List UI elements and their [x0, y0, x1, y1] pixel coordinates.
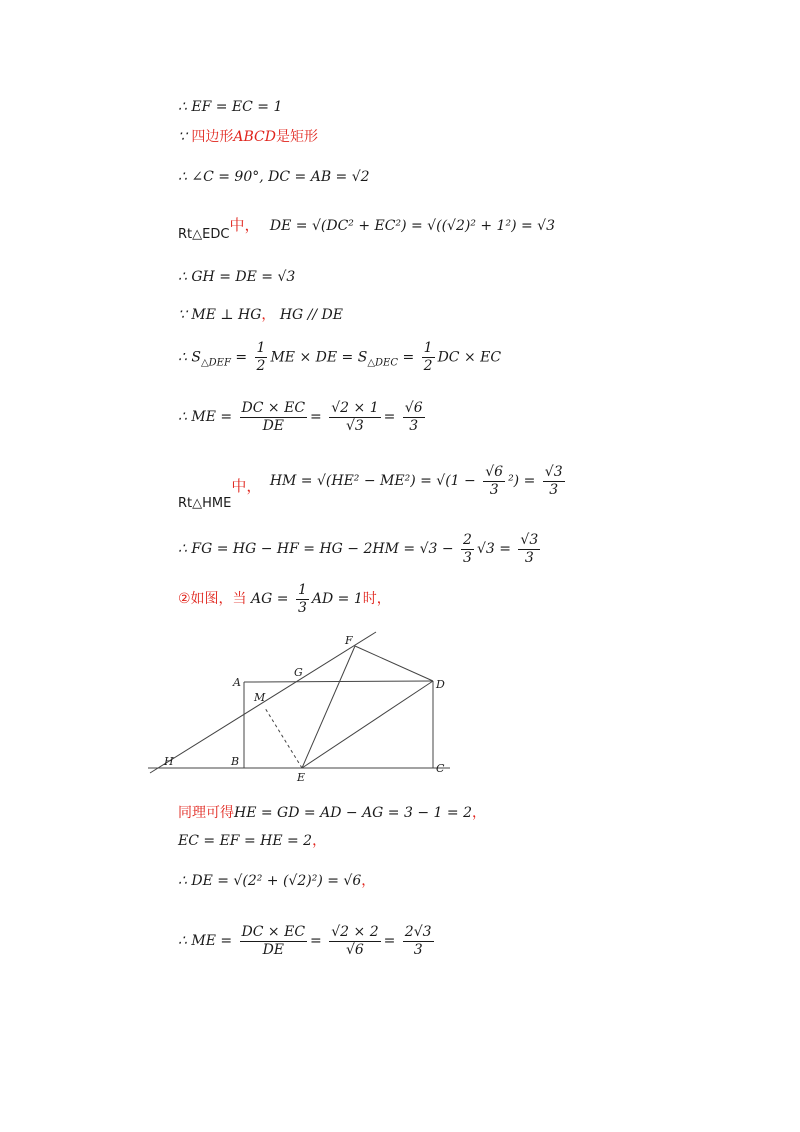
line-me-calc: ∴ ME = $\frac{DC \times EC}{DE}$ = $\frac{√2 \times 1}{√3}$ = $\frac{√6}{3}$ — [178, 399, 423, 434]
label-g: G — [294, 666, 303, 679]
frac-den: 3 — [297, 599, 307, 616]
red-text-zhong: 中， — [229, 216, 260, 234]
hm-formula: HM = √(HE² − ME²) = √(1 − — [269, 473, 481, 489]
frac-den: DE — [262, 941, 285, 958]
segment-ed — [302, 681, 433, 768]
label-a: A — [233, 676, 241, 689]
fg-formula-mid: √3 = — [476, 541, 511, 557]
frac-den: √3 — [346, 417, 364, 434]
frac-num: 1 — [297, 581, 307, 598]
line-de-root6 — [178, 872, 375, 890]
label-d: D — [436, 678, 445, 691]
red-comma-4: ， — [361, 873, 376, 889]
frac-num: √3 — [544, 463, 563, 480]
frac-den: √6 — [346, 941, 364, 958]
frac-num: √3 — [520, 531, 539, 548]
me-label: ∴ ME = — [178, 409, 233, 425]
fg-formula: ∴ FG = HG − HF = HG − 2HM = √3 − — [178, 541, 454, 557]
frac-num: 1 — [256, 340, 266, 356]
frac-den: 3 — [413, 941, 423, 958]
area-sub-def: △DEF — [200, 357, 231, 369]
frac-num: DC × EC — [241, 923, 306, 940]
line-ec-ef-he — [178, 832, 326, 850]
frac-den: 3 — [463, 549, 472, 566]
frac-den: 3 — [524, 549, 534, 566]
segment-em-dashed — [265, 708, 302, 768]
label-f: F — [345, 634, 353, 647]
label-m: M — [254, 691, 266, 704]
area-end: DC × EC — [437, 349, 502, 366]
ag-label: AG = — [251, 591, 289, 607]
ec-ef-he-formula: EC = EF = HE = 2 — [178, 833, 313, 849]
label-h: H — [164, 755, 174, 768]
line-angle-c: ∴ ∠C = 90°, DC = AB = √2 — [178, 169, 370, 185]
red-text-is-rectangle: 是矩形 — [275, 129, 318, 145]
de-formula: DE = √(DC² + EC²) = √((√2)² + 1²) = √3 — [269, 218, 555, 234]
frac-num: DC × EC — [241, 399, 306, 416]
red-text-zhong-2: 中， — [231, 477, 262, 495]
he-gd-formula: HE = GD = AD − AG = 3 − 1 = 2 — [234, 805, 472, 821]
ad-eq-1: AD = 1 — [311, 591, 363, 607]
frac-den: DE — [262, 417, 285, 434]
frac-num: √6 — [485, 463, 504, 480]
line-me-final: ∴ ME = $\frac{DC \times EC}{DE}$ = $\frac{√2 \times 2}{√6}$ = $\frac{2√3}{3}$ — [178, 923, 432, 958]
frac-num: 1 — [423, 340, 433, 356]
de-root6-formula: ∴ DE = √(2² + (√2)²) = √6 — [178, 873, 362, 889]
red-text-similarly: 同理可得 — [178, 805, 234, 821]
frac-den: 3 — [549, 481, 559, 498]
segment-ef — [302, 646, 355, 768]
fraction-root2x2-root6 — [329, 924, 380, 959]
frac-den: 3 — [489, 481, 499, 498]
frac-num: √2 × 2 — [331, 923, 379, 940]
area-sub-dec: △DEC — [367, 357, 398, 369]
red-comma-2: ， — [471, 805, 486, 821]
line-gh-de: ∴ GH = DE = √3 — [178, 269, 296, 285]
frac-num: 2√3 — [404, 923, 432, 940]
side-ad — [244, 681, 433, 682]
line-similarly — [178, 804, 486, 822]
red-text-case2: ②如图，当 — [178, 591, 247, 607]
hm-formula-tail: ²) = — [508, 473, 536, 489]
area-mid: ME × DE = S — [270, 349, 368, 366]
red-text-quadrilateral: 四边形 — [191, 129, 234, 145]
red-text-abcd: ABCD — [233, 129, 276, 145]
area-s-symbol: ∴ S — [178, 349, 201, 366]
frac-num: 2 — [463, 531, 472, 548]
red-text-shi: 时， — [362, 591, 391, 607]
line-area: ∴ $S_{\triangle DEF}$ = $\frac{1}{2}$ ME × DE = $S_{\triangle DEC}$ = $\frac{1}{2}$ DC × EC — [178, 340, 502, 374]
frac-den: 2 — [423, 358, 433, 374]
label-c: C — [436, 762, 445, 775]
frac-den: 3 — [409, 417, 419, 434]
me-label-2: ∴ ME = — [178, 933, 233, 949]
segment-fd — [355, 646, 433, 681]
label-e: E — [297, 771, 306, 784]
frac-den: 2 — [256, 358, 266, 374]
frac-num: √2 × 1 — [331, 399, 379, 416]
red-comma: ， — [261, 307, 276, 323]
fraction-dcec-de-2 — [240, 924, 308, 959]
because-symbol: ∵ — [178, 129, 187, 145]
rt-edc-label: Rt△EDC — [178, 227, 230, 242]
frac-num: √6 — [404, 399, 423, 416]
line-ef-ec: ∴ EF = EC = 1 — [178, 99, 283, 115]
hg-parallel-de: HG // DE — [279, 307, 343, 323]
rt-hme-label: Rt△HME — [178, 496, 232, 511]
label-b: B — [231, 755, 240, 768]
fraction-2root3-3 — [403, 924, 434, 959]
red-comma-3: ， — [312, 833, 327, 849]
me-perp-hg: ∵ ME ⊥ HG — [178, 307, 262, 323]
